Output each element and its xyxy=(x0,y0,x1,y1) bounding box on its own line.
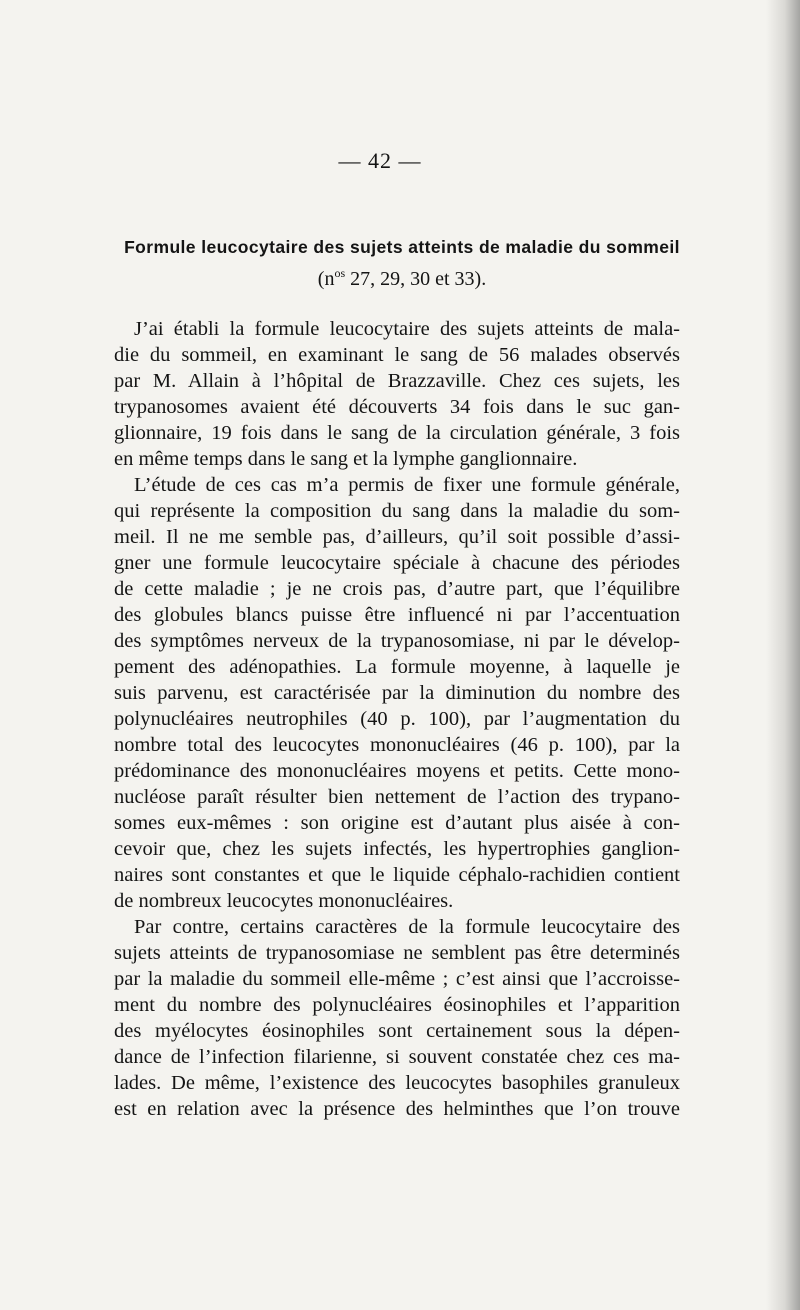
text-line: nucléose paraît résulter bien nettement de l’action des trypano- xyxy=(114,786,680,808)
page-number: — 42 — xyxy=(338,148,422,173)
text-line: polynucléaires neutrophiles (40 p. 100), par l’augmentation du xyxy=(114,708,680,730)
paragraph-1 xyxy=(114,316,680,472)
text-line: somes eux-mêmes : son origine est d’autant plus aisée à con- xyxy=(114,812,680,834)
subtitle-prefix: (n xyxy=(317,268,335,290)
text-line: gner une formule leucocytaire spéciale à chacune des périodes xyxy=(114,552,680,574)
text-line: qui représente la composition du sang dans la maladie du som- xyxy=(114,500,680,522)
text-line: de cette maladie ; je ne crois pas, d’autre part, que l’équilibre xyxy=(114,578,680,600)
text-line: des symptômes nerveux de la trypanosomiase, ni par le dévelop- xyxy=(114,630,680,652)
text-line: pement des adénopathies. La formule moyenne, à laquelle je xyxy=(114,656,680,678)
text-line: par M. Allain à l’hôpital de Brazzaville. Chez ces sujets, les xyxy=(114,370,680,392)
text-line: meil. Il ne me semble pas, d’ailleurs, qu’il soit possible d’assi- xyxy=(114,526,680,548)
body-text xyxy=(114,316,680,1122)
text-line: lades. De même, l’existence des leucocytes basophiles granuleux xyxy=(114,1072,680,1094)
text-line: par la maladie du sommeil elle-même ; c’est ainsi que l’accroisse- xyxy=(114,968,680,990)
paragraph-3 xyxy=(114,914,680,1122)
section-subtitle xyxy=(116,260,688,292)
text-line: ment du nombre des polynucléaires éosinophiles et l’apparition xyxy=(114,994,680,1016)
text-line: die du sommeil, en examinant le sang de 56 malades observés xyxy=(114,344,680,366)
text-line: sujets atteints de trypanosomiase ne semblent pas être determinés xyxy=(114,942,680,964)
text-line: Par contre, certains caractères de la formule leucocytaire des xyxy=(134,916,680,938)
text-line: est en relation avec la présence des helminthes que l’on trouve xyxy=(114,1098,680,1120)
paragraph-2 xyxy=(114,472,680,914)
text-line: de nombreux leucocytes mononucléaires. xyxy=(114,890,454,912)
text-line: trypanosomes avaient été découverts 34 fois dans le suc gan- xyxy=(114,396,680,418)
text-line: naires sont constantes et que le liquide céphalo-rachidien contient xyxy=(114,864,680,886)
text-line: prédominance des mononucléaires moyens et petits. Cette mono- xyxy=(114,760,680,782)
page-edge-shadow xyxy=(766,0,800,1310)
text-line: cevoir que, chez les sujets infectés, les hypertrophies ganglion- xyxy=(114,838,680,860)
text-line: L’étude de ces cas m’a permis de fixer une formule générale, xyxy=(134,474,680,496)
text-line: suis parvenu, est caractérisée par la diminution du nombre des xyxy=(114,682,680,704)
subtitle-superscript: os xyxy=(334,266,346,280)
section-title: Formule leucocytaire des sujets atteints de maladie du sommeil xyxy=(124,237,680,257)
subtitle-numbers: 27, 29, 30 et 33). xyxy=(345,268,487,290)
text-line: glionnaire, 19 fois dans le sang de la circulation générale, 3 fois xyxy=(114,422,680,444)
text-line: nombre total des leucocytes mononucléaires (46 p. 100), par la xyxy=(114,734,680,756)
text-line: dance de l’infection filarienne, si souvent constatée chez ces ma- xyxy=(114,1046,680,1068)
text-line: des myélocytes éosinophiles sont certainement sous la dépen- xyxy=(114,1020,680,1042)
text-line: des globules blancs puisse être influencé ni par l’accentuation xyxy=(114,604,680,626)
text-line: en même temps dans le sang et la lymphe ganglionnaire. xyxy=(114,448,578,470)
text-line: J’ai établi la formule leucocytaire des sujets atteints de mala- xyxy=(134,318,680,340)
